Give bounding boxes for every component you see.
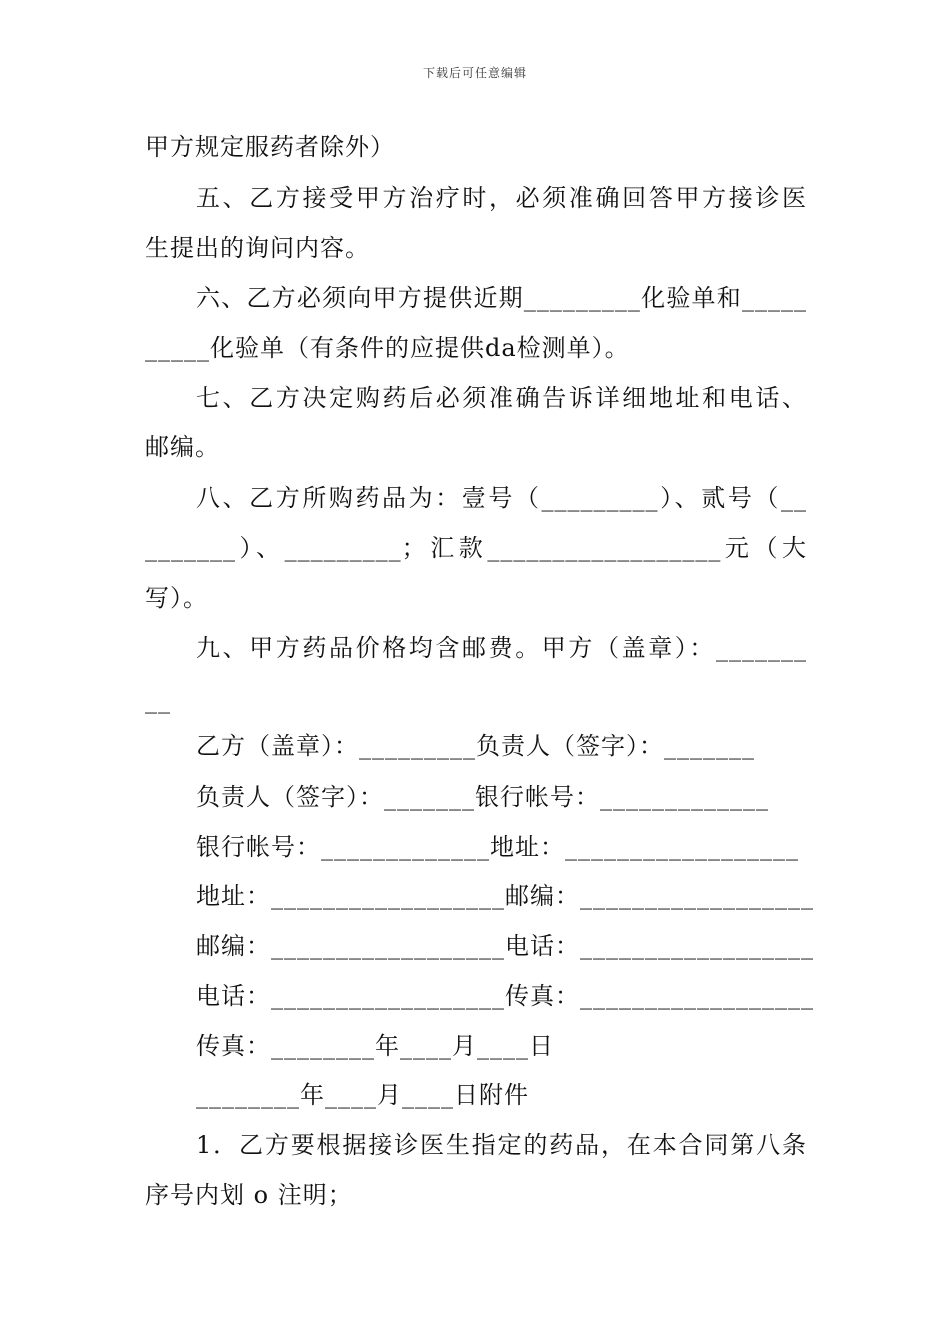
text-line: 七、乙方决定购药后必须准确告诉详细地址和电话、 <box>196 384 807 412</box>
text-line: 九、甲方药品价格均含邮费。甲方（盖章）：_______ <box>196 634 807 662</box>
text-line: 1．乙方要根据接诊医生指定的药品，在本合同第八条 <box>196 1131 807 1159</box>
text-line: 生提出的询问内容。 <box>145 234 370 262</box>
text-line: 银行帐号：_____________地址：__________________ <box>196 833 799 861</box>
text-line: 负责人（签字）：_______银行帐号：_____________ <box>196 783 769 811</box>
text-line: 甲方规定服药者除外） <box>145 133 395 161</box>
text-line: 电话：__________________传真：__________________ <box>196 982 814 1010</box>
text-line: 地址：__________________邮编：__________________ <box>196 882 814 910</box>
text-line: 乙方（盖章）：_________负责人（签字）：_______ <box>196 732 755 760</box>
text-line: 序号内划 o 注明； <box>145 1181 353 1209</box>
text-line: ________年____月____日附件 <box>196 1081 529 1109</box>
text-line: __ <box>145 686 171 714</box>
page-header: 下载后可任意编辑 <box>422 66 527 80</box>
text-line: 传真：________年____月____日 <box>196 1032 554 1060</box>
text-line: 六、乙方必须向甲方提供近期_________化验单和_____ <box>196 284 807 312</box>
text-line: _______）、_________；汇款__________________元（大 <box>145 534 807 562</box>
text-line: 邮编。 <box>145 433 220 461</box>
text-line: 写）。 <box>145 584 208 612</box>
text-line: 五、乙方接受甲方治疗时，必须准确回答甲方接诊医 <box>196 184 807 212</box>
text-line: 八、乙方所购药品为：壹号（_________）、贰号（__ <box>196 484 807 512</box>
text-line: 邮编：__________________电话：__________________ <box>196 932 814 960</box>
text-line: _____化验单（有条件的应提供da检测单）。 <box>145 334 630 362</box>
